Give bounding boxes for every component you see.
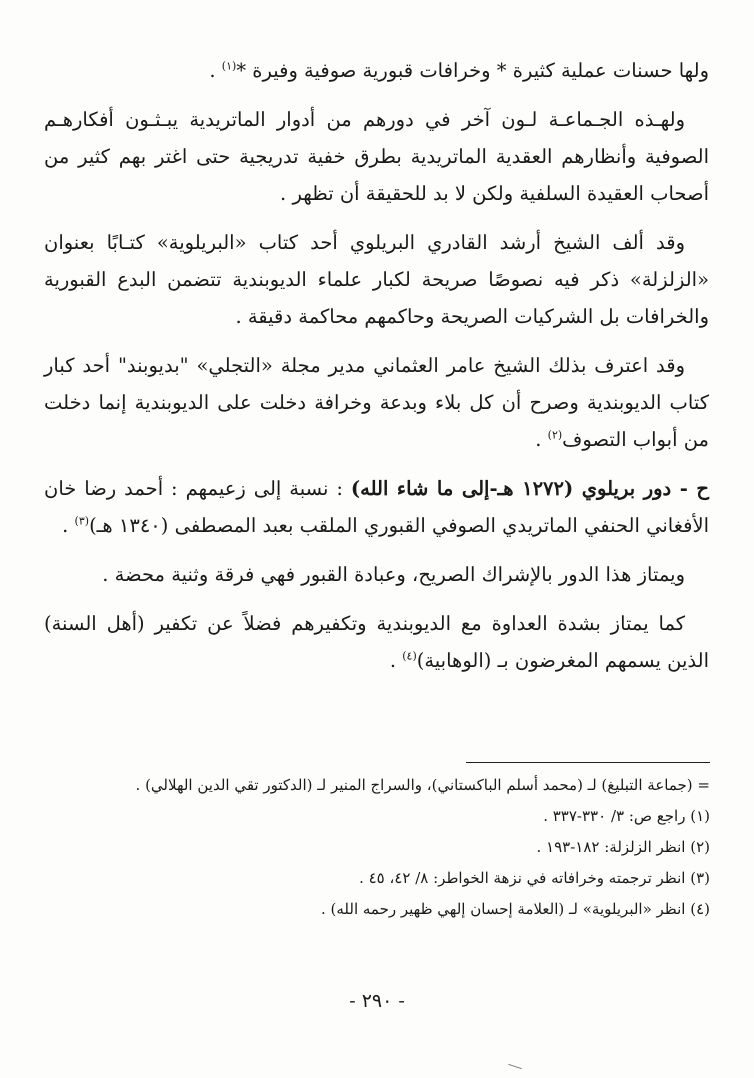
paragraph-6: ويمتاز هذا الدور بالإشراك الصريح، وعبادة القبور فهي فرقة وثنية محضة . xyxy=(102,563,685,586)
footnote-continuation: = (جماعة التبليغ) لـ (محمد أسلم الباكستاني)، والسراج المنير لـ (الدكتور تقي الدين الهلالي) . xyxy=(135,776,710,794)
footnotes xyxy=(60,770,710,925)
paragraph-1-end: . xyxy=(209,59,222,82)
paragraph-4-end: . xyxy=(535,428,548,451)
footnote-1: (١) راجع ص: ٣/ ٣٣٠-٣٣٧ . xyxy=(543,807,710,825)
paragraph-5 xyxy=(44,470,709,544)
paragraph-2: ولهـذه الجـماعـة لـون آخر في دورهم من أدوار الماتريدية يبـثـون أفكارهـم الصوفية وأنظارهم العقدية الماتريدية بطرق خفية تدريجية حتى اغتر بهم كثير من أصحاب العقيدة السلفية ولكن لا بد للحقيقة أن تظهر . xyxy=(44,108,709,205)
paragraph-4-text: وقد اعترف بذلك الشيخ عامر العثماني مدير مجلة «التجلي» "بديوبند" أحد كبار كتاب الديوبندية وصرح أن كل بلاء وبدعة وخرافة دخلت على الديوبندية إنما دخلت من أبواب التصوف xyxy=(44,354,709,451)
section-heading: ح - دور بريلوي (١٢٧٢ هـ-إلى ما شاء الله) xyxy=(350,477,709,500)
footnote-divider xyxy=(466,762,710,763)
main-text xyxy=(44,52,709,691)
footnote-ref-3: (٣) xyxy=(74,514,90,528)
footnote-ref-1: (١) xyxy=(221,59,237,73)
paragraph-7-end: . xyxy=(389,649,403,672)
paragraph-5-end: . xyxy=(62,514,75,537)
paragraph-4 xyxy=(44,347,709,458)
paragraph-3: وقد ألف الشيخ أرشد القادري البريلوي أحد كتاب «البريلوية» كتـابًا بعنوان «الزلزلة» ذكر فيه نصوصًا صريحة لكبار علماء الديوبندية تتضمن البدع القبورية والخرافات بل الشركيات الصريحة وحاكمهم محاكمة دقيقة . xyxy=(44,231,709,328)
footnote-ref-2: (٢) xyxy=(547,428,563,442)
paragraph-1 xyxy=(44,52,709,89)
footnote-4: (٤) انظر «البريلوية» لـ (العلامة إحسان إلهي ظهير رحمه الله) . xyxy=(320,900,710,918)
page-number: - ٢٩٠ - xyxy=(349,990,405,1012)
paragraph-5-text: : نسبة إلى زعيمهم : أحمد رضا خان الأفغاني الحنفي الماتريدي الصوفي القبوري الملقب بعبد المصطفى (١٣٤٠ هـ) xyxy=(44,477,709,537)
paragraph-1-text: ولها حسنات عملية كثيرة * وخرافات قبورية صوفية وفيرة * xyxy=(236,59,709,82)
scan-mark xyxy=(508,1064,522,1069)
footnote-3: (٣) انظر ترجمته وخرافاته في نزهة الخواطر: ٨/ ٤٢، ٤٥ . xyxy=(359,869,710,887)
paragraph-7-text: كما يمتاز بشدة العداوة مع الديوبندية وتكفيرهم فضلاً عن تكفير (أهل السنة) الذين يسمهم المغرضون بـ (الوهابية) xyxy=(44,612,709,672)
footnote-2: (٢) انظر الزلزلة: ١٨٢-١٩٣ . xyxy=(536,838,710,856)
paragraph-7 xyxy=(44,605,709,679)
footnote-ref-4: (٤) xyxy=(402,649,417,663)
